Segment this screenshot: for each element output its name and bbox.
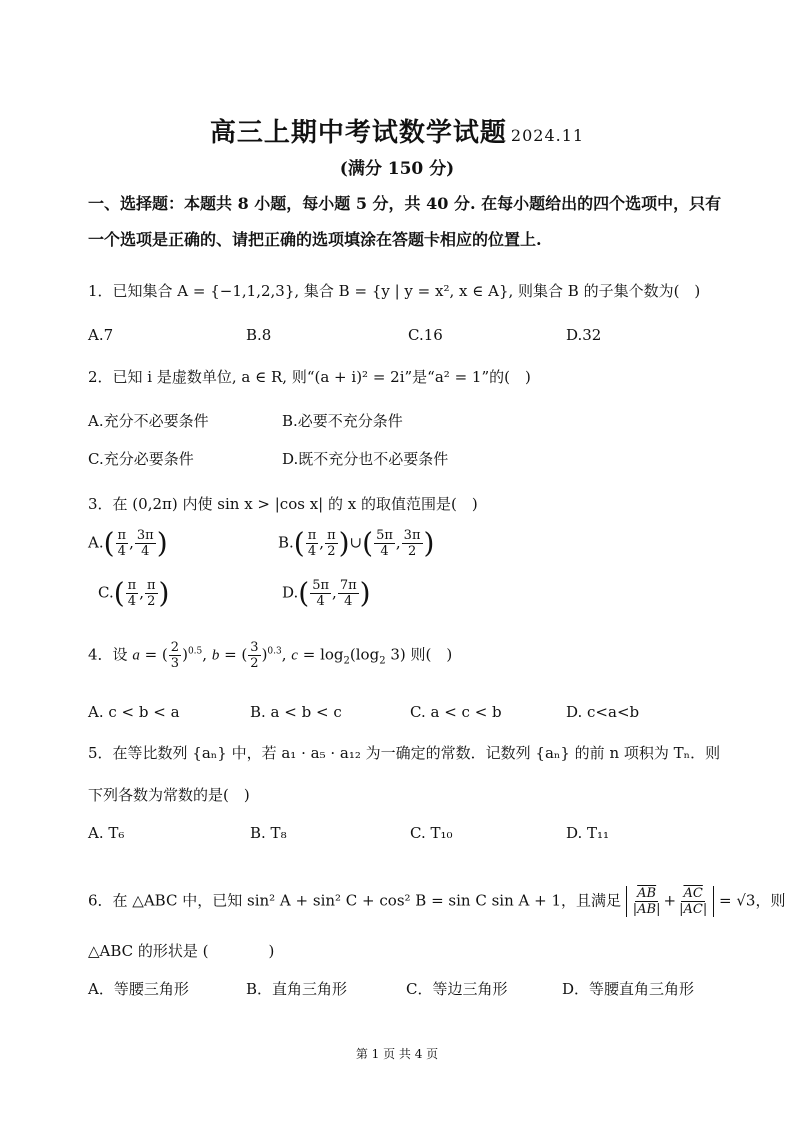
q3-option-a: A.( $\frac{\pi}{4}$ , $\frac{3\pi}{4}$ ) (88, 526, 168, 560)
q6-option-a: A．等腰三角形 (88, 980, 189, 998)
page-subtitle: (满分 150 分) (339, 159, 455, 179)
q5-option-d: D. T₁₁ (566, 824, 610, 842)
q6-option-d: D．等腰直角三角形 (562, 980, 695, 998)
page-title (0, 112, 794, 149)
q4-option-b: B. a < b < c (250, 703, 342, 721)
question-6-line2: △ABC 的形状是 ( ) (88, 942, 275, 960)
q1-option-c: C.16 (408, 326, 443, 344)
q1-option-d: D.32 (566, 326, 602, 344)
page-footer: 第 1 页 共 4 页 (355, 1047, 439, 1061)
q5-option-c: C. T₁₀ (410, 824, 453, 842)
q4-option-c: C. a < c < b (410, 703, 502, 721)
q6-stem-suffix: = √3，则 (719, 891, 786, 910)
q4-option-a: A. c < b < a (88, 703, 180, 721)
question-6-stem (88, 886, 785, 917)
q4-stem-prefix: 4．设 (88, 645, 128, 664)
q5-option-a: A. T₆ (88, 824, 125, 842)
q2-option-c: C.充分必要条件 (88, 450, 194, 468)
q2-option-d: D.既不充分也不必要条件 (282, 450, 449, 468)
q4-stem-suffix: 则( ) (410, 645, 453, 664)
q3-option-c: C.( $\frac{\pi}{4}$ , $\frac{\pi}{2}$ ) (98, 576, 170, 610)
q3-option-d: D.( $\frac{5\pi}{4}$ , $\frac{7\pi}{4}$ ) (282, 576, 371, 610)
q3-option-d-label: D. (282, 583, 299, 602)
q3-option-b: B.( $\frac{\pi}{4}$ , $\frac{\pi}{2}$ )∪( $\frac{5\pi}{4}$ , $\frac{3\pi}{2}$ ) (278, 526, 435, 560)
section-heading-line2: 一个选项是正确的、请把正确的选项填涂在答题卡相应的位置上. (88, 230, 542, 249)
q5-option-b: B. T₈ (250, 824, 287, 842)
q2-option-b: B.必要不充分条件 (282, 412, 403, 430)
q6-option-c: C．等边三角形 (406, 980, 508, 998)
q4-option-d: D. c<a<b (566, 703, 640, 721)
section-heading-line1: 一、选择题：本题共 8 小题，每小题 5 分，共 40 分. 在每小题给出的四个选项中，只有 (88, 194, 722, 213)
question-5-line2: 下列各数为常数的是( ) (88, 786, 250, 804)
q2-option-a: A.充分不必要条件 (88, 412, 209, 430)
q1-option-b: B.8 (246, 326, 272, 344)
question-2-stem: 2．已知 i 是虚数单位, a ∈ R, 则“(a + i)² = 2i”是“a² = 1”的( ) (88, 368, 531, 386)
q3-option-c-label: C. (98, 583, 114, 602)
q3-option-b-label: B. (278, 533, 294, 552)
q3-option-a-label: A. (88, 533, 104, 552)
q6-vector-expression: $\frac{\overline{AB}}{|\overline{AB}|}$ + $\frac{\overline{AC}}{|\overline{AC}|}$ (626, 886, 714, 917)
question-4-stem: 4．设 a = ( $\frac{2}{3}$ )$^{0.5}$, b = ( $\frac{3}{2}$ )$^{0.3}$, $c = \log_2(\log_2$ 3) 则( ) (88, 640, 453, 671)
title-text: 高三上期中考试数学试题 (209, 118, 507, 148)
question-3-stem: 3．在 (0,2π) 内使 sin x > |cos x| 的 x 的取值范围是( ) (88, 495, 478, 513)
title-year: 2024.11 (510, 126, 585, 145)
question-5-line1: 5．在等比数列 {aₙ} 中，若 a₁ · a₅ · a₁₂ 为一确定的常数．记数列 {aₙ} 的前 n 项积为 Tₙ．则 (88, 744, 721, 762)
q6-option-b: B．直角三角形 (246, 980, 348, 998)
q1-option-a: A.7 (88, 326, 114, 344)
question-1-stem: 1．已知集合 A = {−1,1,2,3}, 集合 B = {y | y = x², x ∈ A}, 则集合 B 的子集个数为( ) (88, 282, 701, 300)
q6-stem-prefix: 6．在 △ABC 中，已知 sin² A + sin² C + cos² B = sin C sin A + 1，且满足 (88, 891, 621, 910)
